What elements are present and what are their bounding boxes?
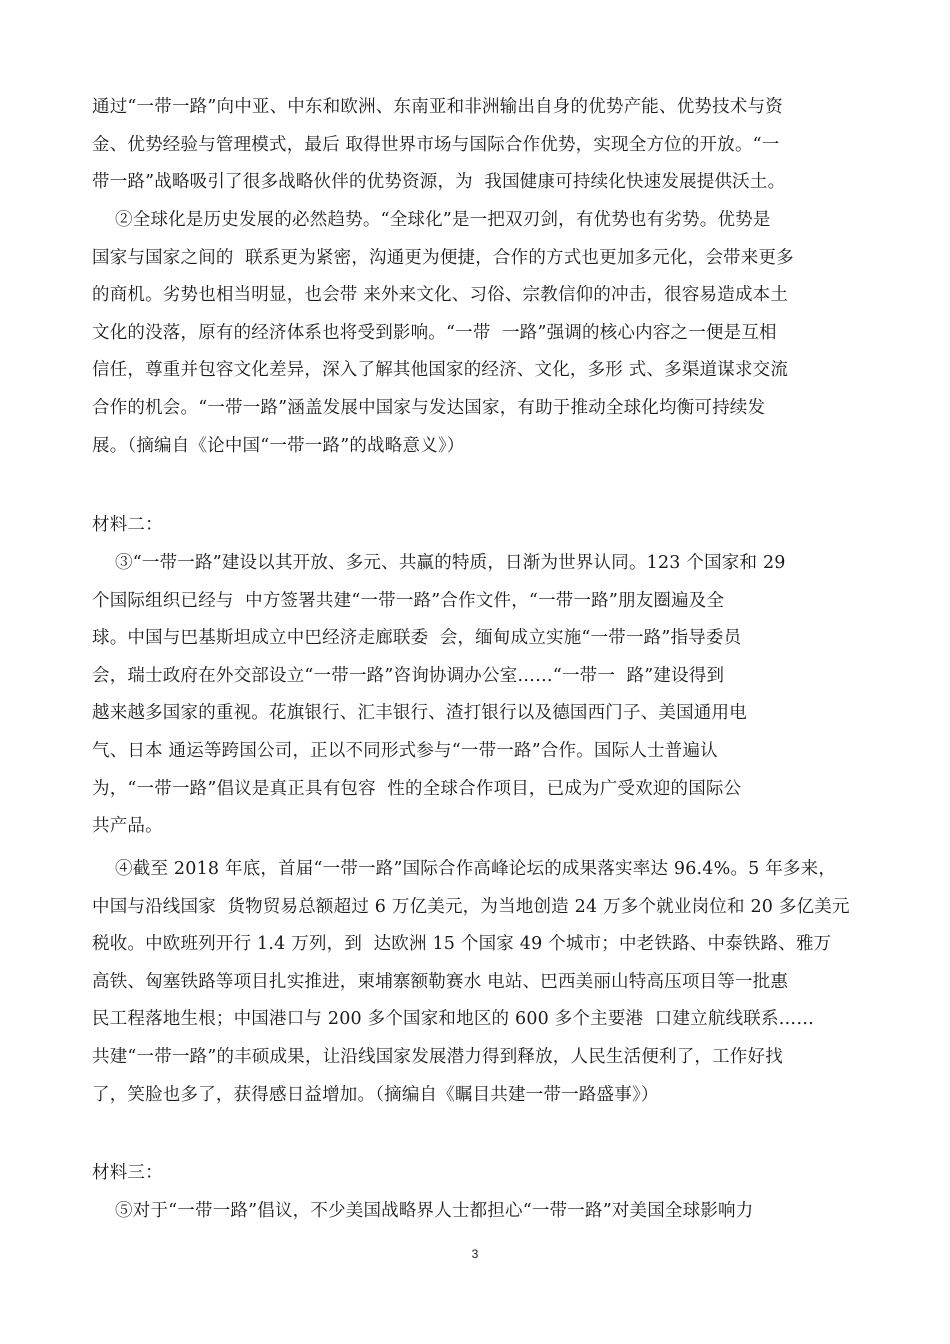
paragraph-line: 中国与沿线国家 货物贸易总额超过 6 万亿美元，为当地创造 24 万多个就业岗位和 20 多亿美元 bbox=[92, 896, 850, 917]
paragraph-line: 高铁、匈塞铁路等项目扎实推进，柬埔寨额勒赛水 电站、巴西美丽山特高压项目等一批惠 bbox=[92, 971, 789, 992]
paragraph-line: 通过“一带一路”向中亚、中东和欧洲、东南亚和非洲输出自身的优势产能、优势技术与资 bbox=[92, 97, 783, 117]
paragraph-line: 为，“一带一路”倡议是真正具有包容 性的全球合作项目，已成为广受欢迎的国际公 bbox=[92, 778, 742, 799]
paragraph-line: 信任，尊重并包容文化差异，深入了解其他国家的经济、文化，多形 式、多渠道谋求交流 bbox=[92, 360, 789, 381]
paragraph-line: 共产品。 bbox=[92, 816, 163, 837]
paragraph-line: ③“一带一路”建设以其开放、多元、共赢的特质，日渐为世界认同。123 个国家和 29 bbox=[92, 553, 786, 573]
paragraph-line: 国家与国家之间的 联系更为紧密，沟通更为便捷，合作的方式也更加多元化，会带来更多 bbox=[92, 247, 794, 268]
paragraph-line: 带一路”战略吸引了很多战略伙伴的优势资源，为 我国健康可持续化快速发展提供沃土。 bbox=[92, 172, 786, 193]
paragraph-line: 气、日本 通运等跨国公司，正以不同形式参与“一带一路”合作。国际人士普遍认 bbox=[92, 741, 718, 761]
paragraph-line: 合作的机会。“一带一路”涵盖发展中国家与发达国家，有助于推动全球化均衡可持续发 bbox=[92, 398, 766, 418]
paragraph-line: ⑤对于“一带一路”倡议，不少美国战略界人士都担心“一带一路”对美国全球影响力 bbox=[92, 1201, 754, 1221]
paragraph-line: 共建“一带一路”的丰硕成果，让沿线国家发展潜力得到释放，人民生活便利了，工作好找 bbox=[92, 1047, 783, 1067]
paragraph-line: 会，瑞士政府在外交部设立“一带一路”咨询协调办公室……“一带一 路”建设得到 bbox=[92, 665, 725, 686]
paragraph-line: ②全球化是历史发展的必然趋势。“全球化”是一把双刃剑，有优势也有劣势。优势是 bbox=[92, 210, 771, 230]
paragraph-line: 税收。中欧班列开行 1.4 万列，到 达欧洲 15 个国家 49 个城市；中老铁路、中泰铁路、雅万 bbox=[92, 934, 832, 955]
paragraph-line: 的商机。劣势也相当明显，也会带 来外来文化、习俗、宗教信仰的冲击，很容易造成本土 bbox=[92, 285, 789, 306]
section-heading: 材料二： bbox=[92, 515, 163, 535]
paragraph-line: 文化的没落，原有的经济体系也将受到影响。“一带 一路”强调的核心内容之一便是互相 bbox=[92, 322, 777, 343]
paragraph-line: 球。中国与巴基斯坦成立中巴经济走廊联委 会，缅甸成立实施“一带一路”指导委员 bbox=[92, 628, 742, 649]
paragraph-line: 民工程落地生根；中国港口与 200 多个国家和地区的 600 多个主要港 口建立航线联系…… bbox=[92, 1009, 815, 1030]
paragraph-line: 了，笑脸也多了，获得感日益增加。（摘编自《瞩目共建一带一路盛事》） bbox=[92, 1084, 659, 1105]
page-number: 3 bbox=[471, 1247, 479, 1261]
paragraph-line: ④截至 2018 年底，首届“一带一路”国际合作高峰论坛的成果落实率达 96.4%。5 年多来， bbox=[92, 859, 837, 879]
paragraph-line: 个国际组织已经与 中方签署共建“一带一路”合作文件，“一带一路”朋友圈遍及全 bbox=[92, 590, 725, 611]
paragraph-line: 展。（摘编自《论中国“一带一路”的战略意义》） bbox=[92, 435, 465, 456]
section-heading: 材料三： bbox=[92, 1163, 163, 1183]
paragraph-line: 越来越多国家的重视。花旗银行、汇丰银行、渣打银行以及德国西门子、美国通用电 bbox=[92, 703, 747, 724]
paragraph-line: 金、优势经验与管理模式，最后 取得世界市场与国际合作优势，实现全方位的开放。“一 bbox=[92, 134, 780, 155]
